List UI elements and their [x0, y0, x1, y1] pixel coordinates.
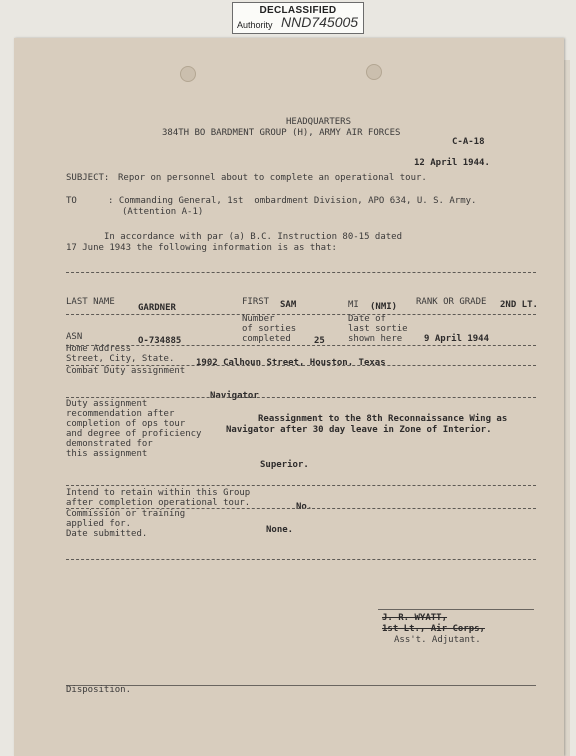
address-value: 1902 Calhoun Street, Houston, Texas [196, 358, 386, 368]
to-line1: : Commanding General, 1st ombardment Division, APO 634, U. S. Army. [108, 196, 477, 206]
retain-value: No. [296, 502, 313, 512]
mi-label: MI [348, 300, 359, 310]
rule [66, 272, 536, 273]
rule [66, 397, 536, 398]
document-date: 12 April 1944. [414, 158, 490, 168]
asn-value: O-734885 [138, 336, 182, 346]
rule [378, 609, 534, 610]
retain-label: Intend to retain within this Group after completion operational tour. [66, 488, 251, 508]
sorties-value: 25 [314, 336, 325, 346]
to-line2: (Attention A-1) [122, 207, 204, 217]
subject-label: SUBJECT: [66, 173, 110, 183]
declassified-stamp [232, 2, 364, 34]
rank-value: 2ND LT. [500, 300, 538, 310]
first-name-value: SAM [280, 300, 297, 310]
punch-hole [180, 66, 196, 82]
rule [66, 685, 536, 686]
mi-value: (NMI) [370, 302, 398, 312]
header-line2: 384TH BO BARDMENT GROUP (H), ARMY AIR FORCES [162, 128, 401, 138]
document-page [14, 38, 564, 756]
punch-hole [366, 64, 382, 80]
last-name-value: GARDNER [138, 303, 176, 313]
rank-label: RANK OR GRADE [416, 297, 487, 307]
stamp-authority-label: Authority [237, 20, 273, 30]
intro-line1: In accordance with par (a) B.C. Instruction 80-15 dated [104, 232, 403, 242]
sorties-label: Number of sorties completed [242, 314, 297, 344]
address-label: Home Address Street, City, State. [66, 344, 175, 364]
rule [66, 559, 536, 560]
stamp-authority-value: NND745005 [281, 14, 359, 30]
stamp-title: DECLASSIFIED [259, 5, 337, 16]
combat-duty-label: Combat Duty assignment [66, 366, 186, 376]
intro-line2: 17 June 1943 the following information is as that: [66, 243, 337, 253]
last-sortie-value: 9 April 1944 [424, 334, 490, 344]
signature-title: Ass't. Adjutant. [394, 635, 481, 645]
duty-value-line2: Navigator after 30 day leave in Zone of Interior. [226, 425, 492, 435]
signature-name: J. R. WYATT, [382, 613, 448, 623]
file-code: C-A-18 [452, 137, 485, 147]
subject-text: Repor on personnel about to complete an operational tour. [118, 173, 427, 183]
asn-label: ASN [66, 332, 83, 342]
disposition-label: Disposition. [66, 685, 132, 695]
combat-duty-value: Navigator [210, 391, 259, 401]
to-label: TO [66, 196, 77, 206]
last-name-label: LAST NAME [66, 297, 115, 307]
rule [66, 485, 536, 486]
duty-value-line1: Reassignment to the 8th Reconnaissance Wing as [258, 414, 508, 424]
header-line1: HEADQUARTERS [286, 117, 352, 127]
last-sortie-label: Date of last sortie shown here [348, 314, 408, 344]
rule [66, 314, 536, 315]
commission-label: Commission or training applied for. Date submitted. [66, 509, 186, 539]
signature-rank: 1st Lt., Air Corps, [382, 624, 485, 634]
duty-assignment-label: Duty assignment recommendation after completion of ops tour and degree of proficiency demonstrated for this assignment [66, 399, 202, 459]
proficiency-value: Superior. [260, 460, 309, 470]
commission-value: None. [266, 525, 294, 535]
first-name-label: FIRST [242, 297, 270, 307]
